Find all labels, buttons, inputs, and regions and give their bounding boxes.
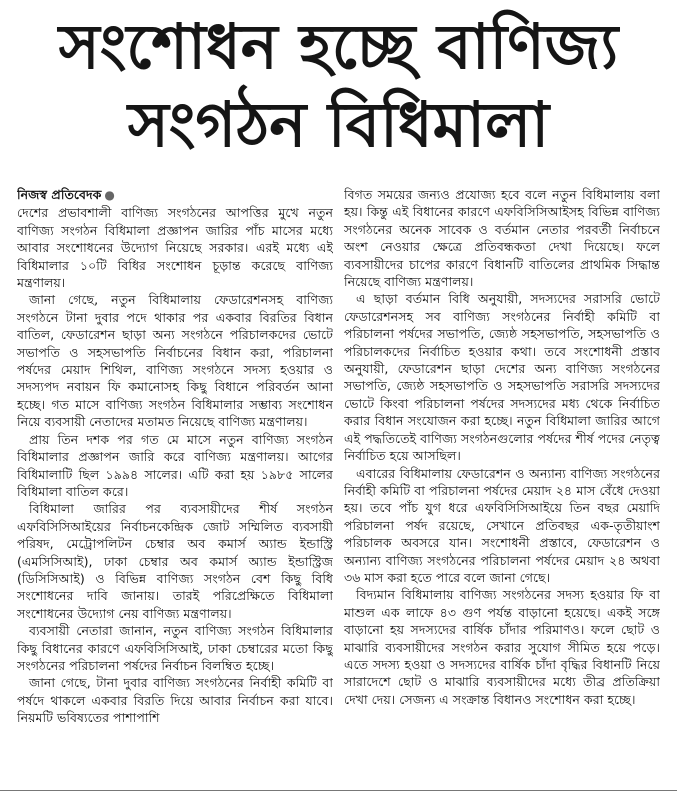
paragraph: বিগত সময়ের জন্যও প্রযোজ্য হবে বলে নতুন বিধিমালায় বলা হয়। কিন্তু এই বিধানের কারণে এফবিসিসিআইসহ বিভিন্ন বাণিজ্য সংগঠনের অনেক সাবেক ও বর্তমান নেতার পরবর্তী নির্বাচনে অংশ নেওয়ার ক্ষেত্রে প্রতিবন্ধকতা দেখা দিয়েছে। ফলে ব্যবসায়ীদের চাপের কারণে বিধানটি বাতিলের প্রাথমিক সিদ্ধান্ত নিয়েছে বাণিজ্য মন্ত্রণালয়। [344, 187, 660, 290]
headline [0, 8, 677, 164]
paragraph: প্রায় তিন দশক পর গত মে মাসে নতুন বাণিজ্য সংগঠন বিধিমালার প্রজ্ঞাপন জারি করে বাণিজ্য মন্ত্রণালয়। আগের বিধিমালাটি ছিল ১৯৯৪ সালের। এটি করা হয় ১৯৮৫ সালের বিধিমালা বাতিল করে। [17, 431, 333, 499]
paragraph: এ ছাড়া বর্তমান বিধি অনুযায়ী, সদস্যদের সরাসরি ভোটে ফেডারেশনসহ সব বাণিজ্য সংগঠনের নির্বাহী কমিটি বা পরিচালনা পর্ষদের সভাপতি, জ্যেষ্ঠ সহসভাপতি, সহসভাপতি ও পরিচালকদের নির্বাচিত হওয়ার কথা। তবে সংশোধনী প্রস্তাব অনুযায়ী, ফেডারেশন ছাড়া দেশের অন্য বাণিজ্য সংগঠনের সভাপতি, জ্যেষ্ঠ সহসভাপতি ও সহসভাপতি সরাসরি সদস্যদের ভোটে কিংবা পরিচালনা পর্ষদের সদস্যদের মধ্য থেকে নির্বাচিত করার বিধান সংযোজন করা হচ্ছে। নতুন বিধিমালা জারির আগে এই পদ্ধতিতেই বাণিজ্য সংগঠনগুলোর পর্ষদের শীর্ষ পদের নেতৃত্ব নির্বাচিত হয়ে আসছিল। [344, 291, 660, 464]
paragraph: জানা গেছে, নতুন বিধিমালায় ফেডারেশনসহ বাণিজ্য সংগঠনে টানা দুবার পদে থাকার পর একবার বিরতির বিধান বাতিল, ফেডারেশন ছাড়া অন্য সংগঠনে পরিচালকদের ভোটে সভাপতি ও সহসভাপতি নির্বাচনের বিধান করা, পরিচালনা পর্ষদের মেয়াদ শিথিল, বাণিজ্য সংগঠনে সদস্য হওয়ার ও সদস্যপদ নবায়ন ফি কমানোসহ কিছু বিধানে পরিবর্তন আনা হচ্ছে। গত মাসে বাণিজ্য সংগঠন বিধিমালার সম্ভাব্য সংশোধন নিয়ে ব্যবসায়ী নেতাদের মতামত নিয়েছে বাণিজ্য মন্ত্রণালয়। [17, 292, 333, 430]
paragraph: জানা গেছে, টানা দুবার বাণিজ্য সংগঠনের নির্বাহী কমিটি বা পর্ষদে থাকলে একবার বিরতি দিয়ে আবার নির্বাচন করা যাবে। নিয়মটি ভবিষ্যতের পাশাপাশি [17, 675, 333, 726]
article-column-right [344, 186, 660, 796]
paragraph: দেশের প্রভাবশালী বাণিজ্য সংগঠনের আপত্তির মুখে নতুন বাণিজ্য সংগঠন বিধিমালা প্রজ্ঞাপন জারির পাঁচ মাসের মধ্যে আবার সংশোধনের উদ্যোগ নিয়েছে সরকার। এরই মধ্যে এই বিধিমালার ১০টি বিধির সংশোধন চূড়ান্ত করেছে বাণিজ্য মন্ত্রণালয়। [17, 205, 333, 291]
byline [17, 186, 333, 204]
bottom-divider [0, 790, 677, 791]
headline-line-1: সংশোধন হচ্ছে বাণিজ্য [58, 10, 619, 83]
paragraph: ব্যবসায়ী নেতারা জানান, নতুন বাণিজ্য সংগঠন বিধিমালার কিছু বিধানের কারণে এফবিসিসিআই, ঢাকা চেম্বারের মতো কিছু সংগঠনের পরিচালনা পর্ষদের নির্বাচন বিলম্বিত হচ্ছে। [17, 623, 333, 673]
paragraph: এবারের বিধিমালায় ফেডারেশন ও অন্যান্য বাণিজ্য সংগঠনের নির্বাহী কমিটি বা পরিচালনা পর্ষদের মেয়াদ ২৪ মাস বেঁধে দেওয়া হয়। তবে পাঁচ যুগ ধরে এফবিসিসিআইয়ে তিন বছর মেয়াদি পরিচালনা পর্ষদ রয়েছে, সেখানে প্রতিবছর এক-তৃতীয়াংশ পরিচালক অবসরে যান। সংশোধনী প্রস্তাবে, ফেডারেশন ও অন্যান্য বাণিজ্য সংগঠনের পরিচালনা পর্ষদের মেয়াদ ২৪ অথবা ৩৬ মাস করা হতে পারে বলে জানা গেছে। [344, 465, 660, 585]
byline-text: নিজস্ব প্রতিবেদক [17, 187, 102, 202]
paragraph: বিধিমালা জারির পর ব্যবসায়ীদের শীর্ষ সংগঠন এফবিসিসিআইয়ের নির্বাচনকেন্দ্রিক জোট সম্মিলিত ব্যবসায়ী পরিষদ, মেট্রোপলিটন চেম্বার অব কমার্স অ্যান্ড ইন্ডাস্ট্রি (এমসিসিআই), ঢাকা চেম্বার অব কমার্স অ্যান্ড ইন্ডাস্ট্রিজ (ডিসিসিআই) ও বিভিন্ন বাণিজ্য সংগঠন বেশ কিছু বিধি সংশোধনের দাবি জানায়। তারই পরিপ্রেক্ষিতে বিধিমালা সংশোধনের উদ্যোগ নেয় বাণিজ্য মন্ত্রণালয়। [17, 501, 333, 621]
paragraph: বিদ্যমান বিধিমালায় বাণিজ্য সংগঠনের সদস্য হওয়ার ফি বা মাশুল এক লাফে ৪৩ গুণ পর্যন্ত বাড়ানো হয়েছে। একই সঙ্গে বাড়ানো হয় সদস্যদের বার্ষিক চাঁদার পরিমাণও। ফলে ছোট ও মাঝারি ব্যবসায়ীদের সংগঠন করার সুযোগ সীমিত হয়ে পড়ে। এতে সদস্য হওয়া ও সদস্যদের বার্ষিক চাঁদা বৃদ্ধির বিধানটি নিয়ে সারাদেশে ছোট ও মাঝারি ব্যবসায়ীদের মধ্যে তীব্র প্রতিক্রিয়া দেখা দেয়। সেজন্য এ সংক্রান্ত বিধানও সংশোধন করা হচ্ছে। [344, 587, 660, 707]
byline-marker: ● [104, 188, 115, 202]
article-column-left [17, 186, 333, 796]
headline-line-2: সংগঠন বিধিমালা [127, 88, 550, 161]
